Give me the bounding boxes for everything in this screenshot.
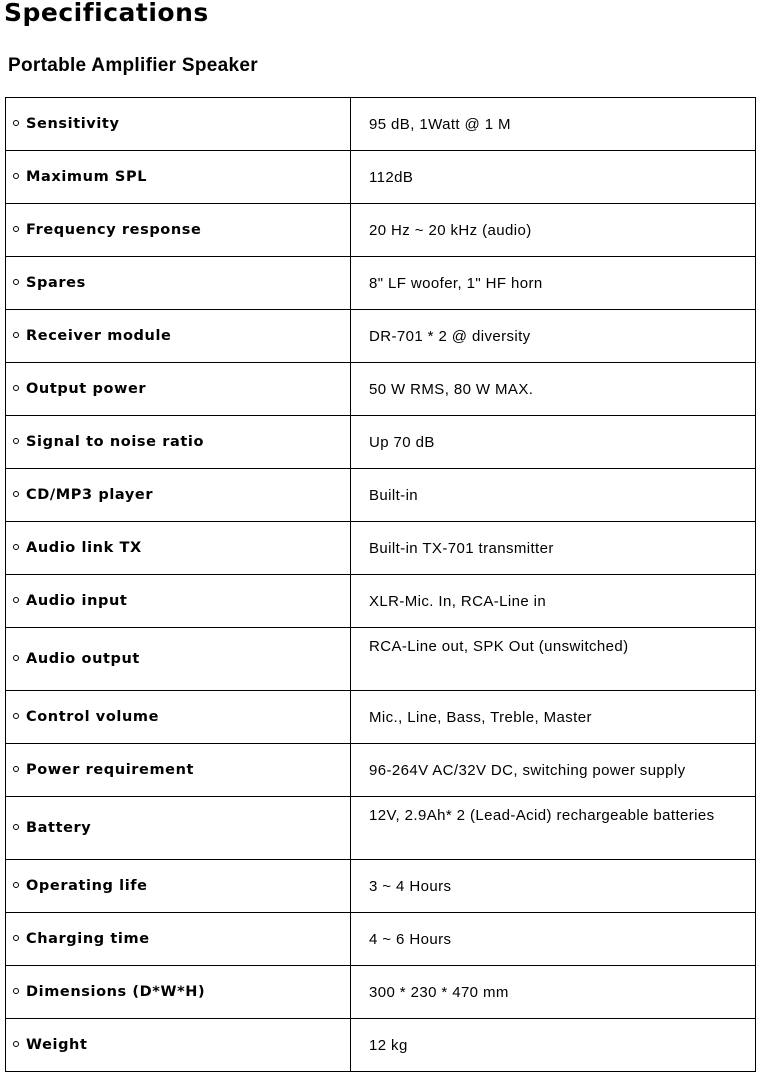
spec-row — [6, 860, 756, 913]
spec-label: CD/MP3 player — [26, 487, 154, 503]
spec-row — [6, 469, 756, 522]
spec-label-cell — [6, 575, 351, 628]
spec-label-cell — [6, 257, 351, 310]
spec-value: Built-in TX-701 transmitter — [351, 522, 756, 575]
spec-value: RCA-Line out, SPK Out (unswitched) — [351, 628, 756, 691]
bullet-icon — [13, 935, 19, 941]
bullet-icon — [13, 766, 19, 772]
spec-value: Mic., Line, Bass, Treble, Master — [351, 691, 756, 744]
spec-row — [6, 257, 756, 310]
spec-label-cell — [6, 522, 351, 575]
spec-value: XLR-Mic. In, RCA-Line in — [351, 575, 756, 628]
spec-row — [6, 522, 756, 575]
bullet-icon — [13, 824, 19, 830]
spec-label-cell — [6, 1019, 351, 1072]
spec-label: Audio input — [26, 593, 128, 609]
spec-row — [6, 98, 756, 151]
page-title: Specifications — [4, 0, 209, 27]
spec-label: Spares — [26, 275, 86, 291]
spec-label: Audio link TX — [26, 540, 142, 556]
spec-row — [6, 744, 756, 797]
spec-value: 300 * 230 * 470 mm — [351, 966, 756, 1019]
spec-label: Charging time — [26, 931, 150, 947]
spec-label-cell — [6, 628, 351, 691]
spec-value: Built-in — [351, 469, 756, 522]
spec-value: 95 dB, 1Watt @ 1 M — [351, 98, 756, 151]
bullet-icon — [13, 713, 19, 719]
spec-label-cell — [6, 98, 351, 151]
spec-label: Control volume — [26, 709, 160, 725]
spec-label: Receiver module — [26, 328, 172, 344]
spec-value: DR-701 * 2 @ diversity — [351, 310, 756, 363]
bullet-icon — [13, 988, 19, 994]
spec-label: Dimensions (D*W*H) — [26, 984, 206, 1000]
spec-label-cell — [6, 913, 351, 966]
spec-value: 12 kg — [351, 1019, 756, 1072]
spec-row — [6, 691, 756, 744]
product-subtitle: Portable Amplifier Speaker — [8, 55, 258, 76]
spec-label-cell — [6, 860, 351, 913]
spec-value: 3 ~ 4 Hours — [351, 860, 756, 913]
bullet-icon — [13, 226, 19, 232]
spec-row — [6, 575, 756, 628]
spec-row — [6, 628, 756, 691]
bullet-icon — [13, 655, 19, 661]
spec-label: Frequency response — [26, 222, 202, 238]
spec-value: 12V, 2.9Ah* 2 (Lead-Acid) rechargeable batteries — [351, 797, 756, 860]
spec-label-cell — [6, 469, 351, 522]
bullet-icon — [13, 438, 19, 444]
bullet-icon — [13, 120, 19, 126]
spec-value: 96-264V AC/32V DC, switching power supply — [351, 744, 756, 797]
spec-row — [6, 151, 756, 204]
spec-label-cell — [6, 797, 351, 860]
spec-label: Maximum SPL — [26, 169, 148, 185]
spec-label-cell — [6, 204, 351, 257]
spec-row — [6, 363, 756, 416]
specifications-table — [5, 97, 756, 1072]
spec-label: Sensitivity — [26, 116, 120, 132]
bullet-icon — [13, 332, 19, 338]
spec-label-cell — [6, 744, 351, 797]
spec-label-cell — [6, 310, 351, 363]
spec-row — [6, 310, 756, 363]
bullet-icon — [13, 882, 19, 888]
spec-row — [6, 416, 756, 469]
spec-label: Audio output — [26, 651, 140, 667]
spec-value: 20 Hz ~ 20 kHz (audio) — [351, 204, 756, 257]
bullet-icon — [13, 491, 19, 497]
spec-row — [6, 204, 756, 257]
spec-label: Output power — [26, 381, 147, 397]
spec-row — [6, 797, 756, 860]
bullet-icon — [13, 173, 19, 179]
bullet-icon — [13, 385, 19, 391]
spec-label-cell — [6, 966, 351, 1019]
bullet-icon — [13, 279, 19, 285]
spec-label: Battery — [26, 820, 92, 836]
spec-value: 50 W RMS, 80 W MAX. — [351, 363, 756, 416]
spec-label-cell — [6, 691, 351, 744]
spec-label: Power requirement — [26, 762, 195, 778]
spec-value: 8" LF woofer, 1" HF horn — [351, 257, 756, 310]
spec-label: Signal to noise ratio — [26, 434, 205, 450]
bullet-icon — [13, 597, 19, 603]
spec-row — [6, 966, 756, 1019]
bullet-icon — [13, 544, 19, 550]
spec-value: 112dB — [351, 151, 756, 204]
spec-value: 4 ~ 6 Hours — [351, 913, 756, 966]
spec-label-cell — [6, 416, 351, 469]
spec-value: Up 70 dB — [351, 416, 756, 469]
spec-row — [6, 913, 756, 966]
spec-label-cell — [6, 151, 351, 204]
bullet-icon — [13, 1041, 19, 1047]
spec-label: Operating life — [26, 878, 148, 894]
spec-label-cell — [6, 363, 351, 416]
spec-label: Weight — [26, 1037, 88, 1053]
spec-row — [6, 1019, 756, 1072]
